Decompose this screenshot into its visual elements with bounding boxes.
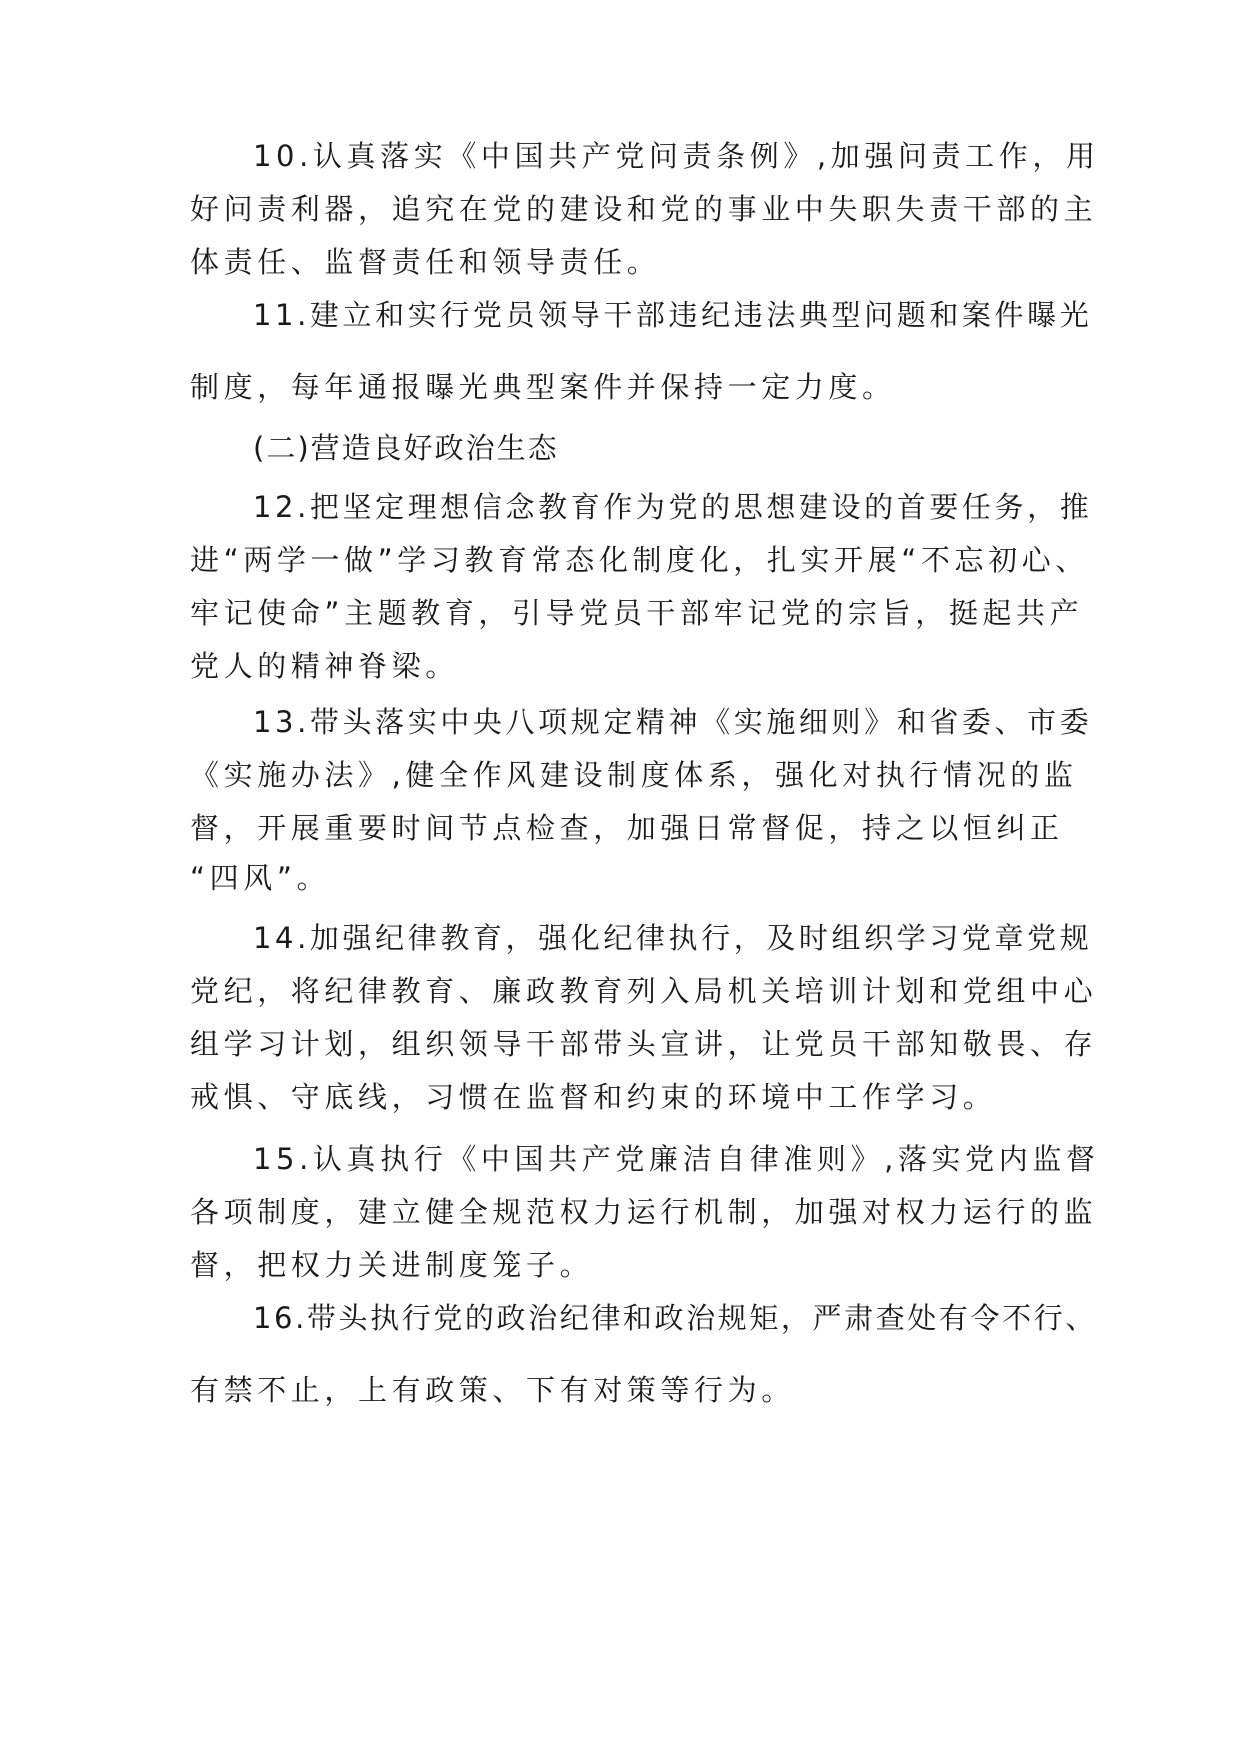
text-line: 党人的精神脊梁。	[190, 649, 459, 683]
text-line: 戒惧、守底线，习惯在监督和约束的环境中工作学习。	[190, 1080, 997, 1114]
text-line: 有禁不止，上有政策、下有对策等行为。	[190, 1373, 795, 1407]
text-line: 10.认真落实《中国共产党问责条例》,加强问责工作，用	[253, 139, 1100, 173]
text-line: 13.带头落实中央八项规定精神《实施细则》和省委、市委	[253, 705, 1093, 739]
text-line: 党纪，将纪律教育、廉政教育列入局机关培训计划和党组中心	[190, 974, 1098, 1008]
text-line: 进“两学一做”学习教育常态化制度化，扎实开展“不忘初心、	[190, 543, 1089, 577]
text-line: 15.认真执行《中国共产党廉洁自律准则》,落实党内监督	[253, 1142, 1100, 1176]
section-heading-text: (二)营造良好政治生态	[253, 431, 559, 465]
text-line: 好问责利器，追究在党的建设和党的事业中失职失责干部的主	[190, 192, 1098, 226]
text-line: 牢记使命”主题教育，引导党员干部牢记党的宗旨，挺起共产	[190, 596, 1084, 630]
text-line: “四风”。	[190, 861, 331, 895]
text-line: 组学习计划，组织领导干部带头宣讲，让党员干部知敬畏、存	[190, 1027, 1098, 1061]
text-line: 《实施办法》,健全作风建设制度体系，强化对执行情况的监	[190, 758, 1078, 792]
text-line: 各项制度，建立健全规范权力运行机制，加强对权力运行的监	[190, 1195, 1098, 1229]
text-line: 制度，每年通报曝光典型案件并保持一定力度。	[190, 370, 896, 404]
text-line: 督，开展重要时间节点检查，加强日常督促，持之以恒纠正	[190, 811, 1064, 845]
text-line: 16.带头执行党的政治纪律和政治规矩，严肃查处有令不行、	[253, 1301, 1097, 1335]
text-line: 14.加强纪律教育，强化纪律执行，及时组织学习党章党规	[253, 921, 1093, 955]
text-line: 体责任、监督责任和领导责任。	[190, 245, 661, 279]
text-line: 11.建立和实行党员领导干部违纪违法典型问题和案件曝光	[253, 298, 1093, 332]
text-line: 督，把权力关进制度笼子。	[190, 1248, 594, 1282]
text-line: 12.把坚定理想信念教育作为党的思想建设的首要任务，推	[253, 490, 1093, 524]
